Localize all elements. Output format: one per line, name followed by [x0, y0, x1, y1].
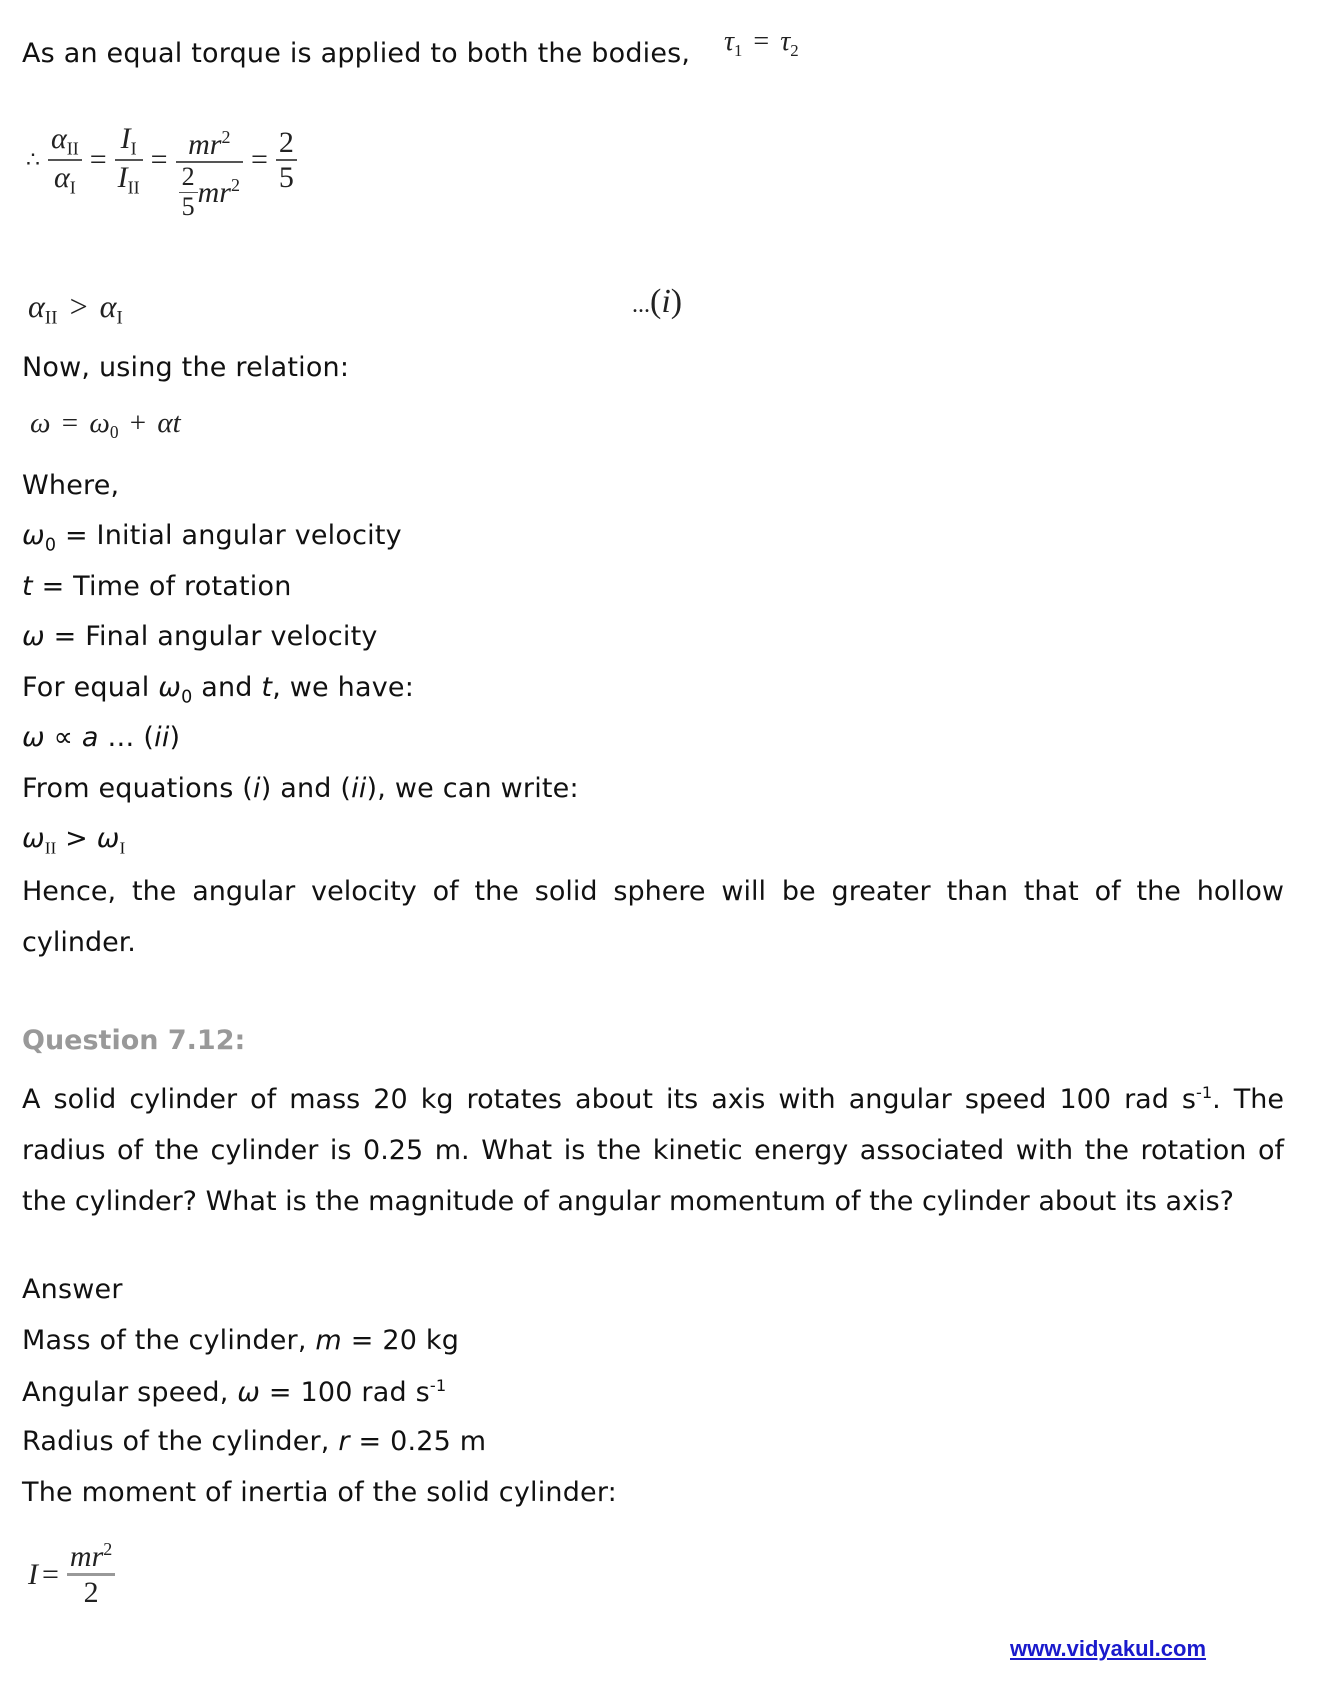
greater-than: > [56, 823, 97, 854]
label-i: i [661, 283, 671, 320]
text: ) [169, 722, 181, 753]
definition-text: = Time of rotation [32, 571, 292, 602]
label-ii: ii [351, 773, 367, 804]
num: 2 [278, 125, 294, 159]
text: Angular speed, [22, 1377, 238, 1408]
fraction-mr2 [176, 128, 243, 221]
alpha-i: α [99, 288, 117, 324]
definition-text: = Initial angular velocity [56, 520, 402, 551]
text: , we have: [272, 672, 414, 703]
omega-equation [30, 407, 181, 443]
omega: ω [30, 407, 51, 439]
mr: mr [197, 175, 231, 209]
m: m [315, 1325, 342, 1356]
equals: = [42, 1557, 59, 1591]
coef-den: 5 [181, 191, 195, 221]
sup: 2 [221, 127, 231, 148]
symbol: ω [22, 621, 45, 652]
tau-1-sub: 1 [734, 40, 743, 60]
tau-1: τ [724, 26, 735, 57]
inertia-equation [28, 1540, 119, 1609]
sub: 0 [109, 422, 119, 443]
intro-text: As an equal torque is applied to both the bodies, [22, 38, 691, 69]
intro-line [22, 38, 690, 69]
coef-fraction [179, 163, 198, 221]
sub: II [127, 176, 140, 197]
text: A solid cylinder of mass 20 kg rotates about its axis with angular speed 100 rad s [22, 1084, 1196, 1115]
mr: mr [188, 128, 222, 161]
inertia-i: I [120, 121, 131, 155]
r: r [338, 1426, 350, 1457]
omega: ω [237, 1377, 261, 1408]
question-body [22, 1067, 1284, 1227]
tau-2-sub: 2 [790, 40, 799, 60]
fraction-two-fifths [276, 126, 297, 194]
text: and [192, 672, 262, 703]
omega: ω [22, 722, 45, 753]
equals: = [753, 26, 770, 57]
den: 5 [278, 160, 294, 194]
sup: -1 [1195, 1083, 1213, 1102]
proportionality-line [22, 722, 180, 753]
for-equal-line [22, 672, 414, 707]
where-label: Where, [22, 470, 120, 501]
alpha-inequality [28, 288, 123, 330]
footer-link[interactable]: www.vidyakul.com [1010, 1636, 1207, 1661]
omega-ii: ω [22, 823, 45, 854]
now-relation: Now, using the relation: [22, 352, 350, 383]
text: Mass of the cylinder, [22, 1325, 316, 1356]
mass-line [22, 1325, 459, 1356]
sub: I [69, 176, 76, 197]
answer-label: Answer [22, 1274, 123, 1305]
sub: 0 [44, 535, 57, 556]
coef-num: 2 [181, 162, 195, 191]
alpha-t: αt [157, 407, 181, 439]
equation-label-i: ...(i) [632, 283, 683, 320]
label-ii: ii [154, 722, 170, 753]
alpha-ii: α [28, 288, 45, 324]
text: . The radius of the cylinder is 0.25 m. What is the kinetic energy associated with the rotation of the cylinder? What is the magnitude of angular momentum of the cylinder about its axis? [22, 1084, 1284, 1217]
torque-equation [724, 26, 799, 61]
sub: I [116, 307, 123, 329]
text: … ( [98, 722, 155, 753]
proportional-symbol: ∝ [44, 722, 82, 753]
plus: + [129, 407, 147, 439]
fraction-inertia [115, 122, 143, 198]
inertia-ii: I [117, 160, 128, 194]
greater-than: > [69, 288, 88, 324]
inertia: I [28, 1557, 38, 1591]
alpha-i: α [54, 160, 70, 194]
t: t [261, 672, 273, 703]
sup: -1 [429, 1376, 447, 1395]
fraction-alpha [48, 122, 82, 198]
omega-inequality [22, 823, 125, 858]
symbol: ω [22, 520, 45, 551]
sub: 0 [181, 687, 193, 708]
sub: I [130, 137, 137, 158]
label-i: i [253, 773, 261, 804]
question-heading: Question 7.12: [22, 1025, 246, 1056]
fraction-mr2-over-2 [67, 1540, 115, 1609]
equals: = [89, 142, 107, 176]
text: = 20 kg [341, 1325, 460, 1356]
symbol: t [22, 571, 33, 602]
dots: ... [632, 292, 650, 318]
text: ) and ( [260, 773, 352, 804]
sup: 2 [103, 1539, 113, 1560]
den: 2 [83, 1576, 99, 1609]
therefore-symbol: ∴ [26, 146, 40, 172]
text: Radius of the cylinder, [22, 1426, 339, 1457]
definition-t [22, 571, 292, 602]
sub: II [44, 307, 58, 329]
a: a [81, 722, 99, 753]
equals: = [250, 142, 268, 176]
text: For equal [22, 672, 159, 703]
definition-omega-0 [22, 520, 402, 555]
text: = 100 rad s [260, 1377, 430, 1408]
omega-i: ω [96, 823, 120, 854]
sub: II [66, 137, 79, 158]
tau-2: τ [780, 26, 791, 57]
definition-omega [22, 621, 378, 652]
text: = 0.25 m [349, 1426, 487, 1457]
sub: II [44, 838, 57, 858]
moment-text: The moment of inertia of the solid cylinder: [22, 1477, 617, 1508]
text: ), we can write: [366, 773, 579, 804]
equals: = [61, 407, 79, 439]
omega: ω [158, 672, 182, 703]
mr: mr [69, 1540, 104, 1573]
sup: 2 [230, 174, 240, 195]
ratio-equation [26, 98, 301, 221]
sub: I [119, 838, 126, 858]
conclusion-paragraph: Hence, the angular velocity of the solid sphere will be greater than that of the hollow cylinder. [22, 876, 1284, 958]
equals: = [150, 142, 168, 176]
definition-text: = Final angular velocity [44, 621, 378, 652]
speed-line [22, 1376, 446, 1408]
alpha-ii: α [51, 121, 67, 155]
text: From equations ( [22, 773, 253, 804]
omega-0: ω [89, 407, 110, 439]
radius-line [22, 1426, 486, 1457]
from-equations-line [22, 773, 579, 804]
